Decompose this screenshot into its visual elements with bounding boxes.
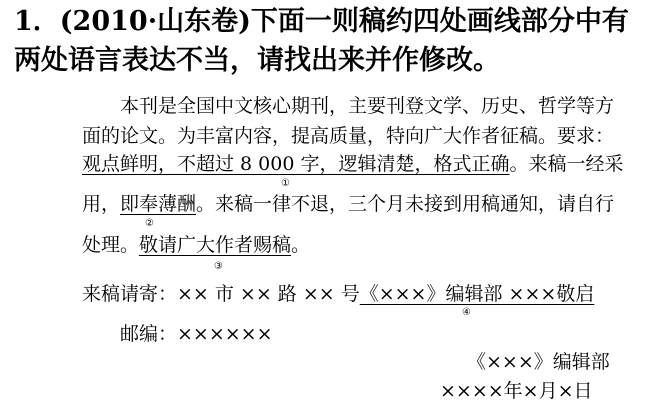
marker-4: ④ bbox=[462, 307, 471, 318]
signature-date: ××××年×月×日 bbox=[440, 380, 593, 402]
passage-line-5: 处理。敬请广大作者赐稿。 bbox=[82, 234, 311, 256]
underlined-part-4: 《×××》编辑部 ×××敬启 bbox=[359, 283, 595, 305]
passage-line-7: 邮编：×××××× bbox=[120, 323, 273, 345]
marker-3: ③ bbox=[214, 261, 223, 272]
passage-line-3: 观点鲜明，不超过 8 000 字，逻辑清楚，格式正确。来稿一经采 bbox=[82, 153, 624, 175]
underlined-part-3: 敬请广大作者赐稿 bbox=[139, 234, 292, 256]
underlined-part-2: 即奉薄酬 bbox=[120, 193, 197, 215]
passage-line-1: 本刊是全国中文核心期刊，主要刊登文学、历史、哲学等方 bbox=[120, 95, 615, 117]
question-line-2: 两处语言表达不当，请找出来并作修改。 bbox=[14, 45, 500, 76]
signature-editorial-office: 《×××》编辑部 bbox=[467, 351, 610, 373]
underlined-part-1: 观点鲜明，不超过 8 000 字，逻辑清楚，格式正确 bbox=[82, 153, 510, 175]
question-line-1: 1．(2010·山东卷)下面一则稿约四处画线部分中有 bbox=[14, 6, 629, 37]
question-text bbox=[14, 2, 654, 80]
passage-line-2: 面的论文。为丰富内容，提高质量，特向广大作者征稿。要求： bbox=[82, 125, 615, 147]
marker-1: ① bbox=[281, 178, 290, 189]
marker-2: ② bbox=[145, 218, 154, 229]
passage-line-4: 用，即奉薄酬。来稿一律不退，三个月未接到用稿通知，请自行 bbox=[82, 193, 615, 215]
passage-line-6: 来稿请寄：×× 市 ×× 路 ×× 号《×××》编辑部 ×××敬启 bbox=[82, 283, 595, 305]
